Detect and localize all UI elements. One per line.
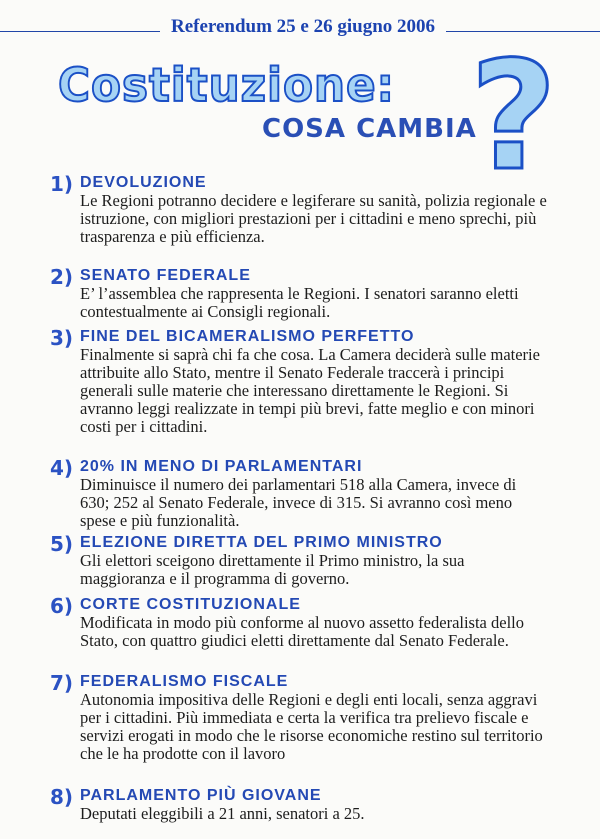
item-number: 3)	[50, 326, 74, 350]
item-heading: FEDERALISMO FISCALE	[80, 673, 289, 690]
item-heading: ELEZIONE DIRETTA DEL PRIMO MINISTRO	[80, 534, 443, 551]
item-heading: DEVOLUZIONE	[80, 174, 207, 191]
item-heading: SENATO FEDERALE	[80, 267, 251, 284]
item-heading: CORTE COSTITUZIONALE	[80, 596, 301, 613]
page-title: Costituzione:	[58, 58, 395, 112]
item-text: Autonomia impositiva delle Regioni e degli enti locali, senza aggravi per i cittadini. Più immediata e certa la verifica tra prelievo fiscale e servizi erogati in modo che le risorse economiche restino sul territorio che le ha prodotte con il lavoro	[80, 690, 543, 763]
item-text: Modificata in modo più conforme al nuovo assetto federalista dello Stato, con quattro giudici eletti direttamente dal Senato Federale.	[80, 613, 525, 650]
header-text: Referendum 25 e 26 giugno 2006	[170, 16, 436, 37]
item-number: 1)	[50, 172, 74, 196]
page-subtitle: COSA CAMBIA	[262, 114, 477, 144]
item-text: Deputati eleggibili a 21 anni, senatori a 25.	[80, 804, 365, 823]
item-number: 2)	[50, 265, 74, 289]
item-text: Le Regioni potranno decidere e legiferare su sanità, polizia regionale e istruzione, con migliori prestazioni per i cittadini e meno sprechi, più trasparenza e più efficienza.	[80, 191, 547, 246]
item-text: E’ l’assemblea che rappresenta le Regioni. I senatori saranno eletti contestualmente ai Consigli regionali.	[80, 284, 519, 321]
header-rule-left	[0, 31, 160, 32]
item-heading: FINE DEL BICAMERALISMO PERFETTO	[80, 328, 415, 345]
item-number: 7)	[50, 671, 74, 695]
item-number: 5)	[50, 532, 74, 556]
item-number: 4)	[50, 456, 74, 480]
item-text: Finalmente si saprà chi fa che cosa. La Camera deciderà sulle materie attribuite allo Stato, mentre il Senato Federale traccerà i principi generali sulle materie che interessano direttamente le Regioni. Si avranno leggi realizzate in tempi più brevi, fatte meglio e con minori costi per i cittadini.	[80, 345, 540, 436]
item-heading: 20% IN MENO DI PARLAMENTARI	[80, 458, 363, 475]
item-heading: PARLAMENTO PIÙ GIOVANE	[80, 787, 322, 804]
item-number: 8)	[50, 785, 74, 809]
item-text: Diminuisce il numero dei parlamentari 518 alla Camera, invece di 630; 252 al Senato Federale, invece di 315. Si avranno così meno spese e più funzionalità.	[80, 475, 517, 530]
item-text: Gli elettori sceigono direttamente il Primo ministro, la sua maggioranza e il programma di governo.	[80, 551, 465, 588]
item-number: 6)	[50, 594, 74, 618]
question-mark-graphic: ?	[470, 30, 558, 204]
